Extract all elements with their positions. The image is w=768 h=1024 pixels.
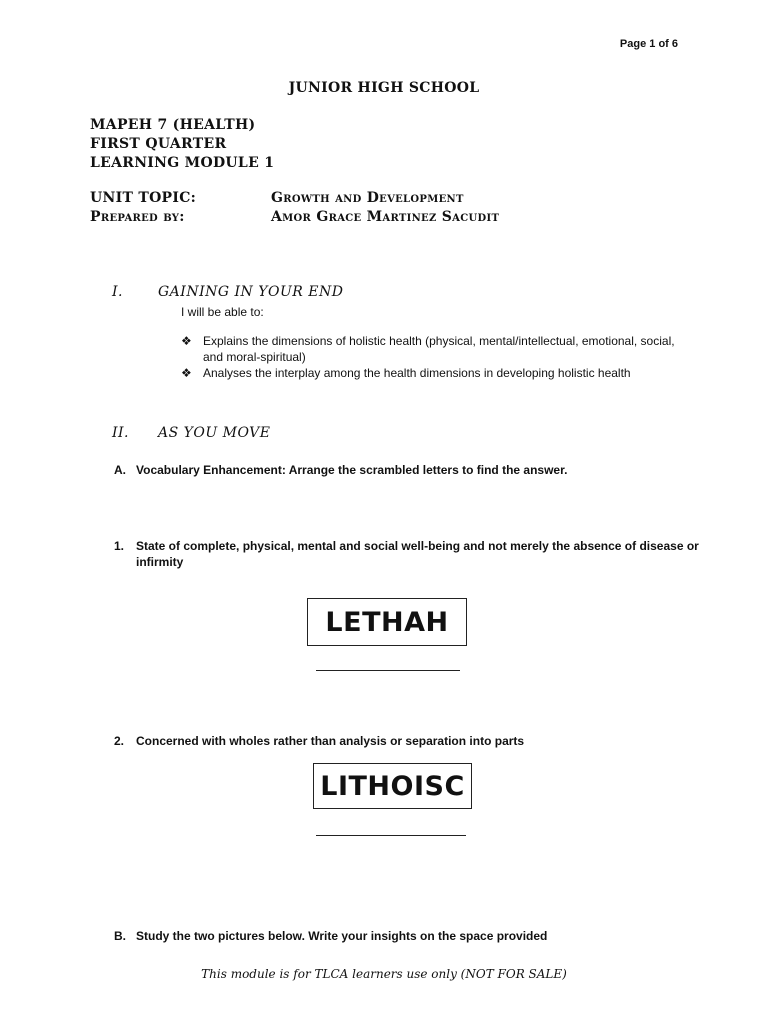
section-1-title: GAINING IN YOUR END <box>158 284 344 300</box>
prepared-by-label: Prepared by: <box>90 209 185 225</box>
objectives-intro: I will be able to: <box>181 305 264 319</box>
answer-line-1[interactable] <box>316 670 460 671</box>
prepared-by-row <box>90 208 499 227</box>
module-meta <box>90 189 499 227</box>
question-1-number: 1. <box>114 539 125 553</box>
objective-item <box>181 365 683 381</box>
prepared-by-value: Amor Grace Martinez Sacudit <box>271 209 500 225</box>
scrambled-word-box-1 <box>307 598 467 646</box>
unit-topic-label: UNIT TOPIC: <box>90 190 197 206</box>
scrambled-word-2: LITHOISC <box>320 770 465 802</box>
objective-item <box>181 333 683 365</box>
part-b-instruction <box>114 929 547 943</box>
part-b-text: Study the two pictures below. Write your insights on the space provided <box>136 929 548 943</box>
school-title: JUNIOR HIGH SCHOOL <box>288 80 480 96</box>
unit-topic-row <box>90 189 499 208</box>
part-b-label: B. <box>114 929 126 943</box>
question-1-text-continued: infirmity <box>136 555 184 569</box>
section-1-heading <box>112 284 343 300</box>
page-number: Page 1 of 6 <box>619 38 678 50</box>
part-a-instruction <box>114 463 567 477</box>
section-2-heading <box>112 425 271 441</box>
section-2-title: AS YOU MOVE <box>158 425 271 441</box>
header-subject: MAPEH 7 (HEALTH) <box>90 117 256 133</box>
objective-text: Explains the dimensions of holistic health (physical, mental/intellectual, emotional, social, and moral-spiritual) <box>203 334 675 364</box>
answer-line-2[interactable] <box>316 835 466 836</box>
question-2 <box>114 734 524 748</box>
module-header <box>90 116 274 173</box>
diamond-bullet-icon: ❖ <box>181 334 192 348</box>
footer-notice: This module is for TLCA learners use only (NOT FOR SALE) <box>201 967 567 981</box>
header-quarter: FIRST QUARTER <box>90 136 227 152</box>
section-2-number: II. <box>112 425 130 441</box>
part-a-text: Vocabulary Enhancement: Arrange the scrambled letters to find the answer. <box>136 463 568 477</box>
unit-topic-value: Growth and Development <box>271 190 464 206</box>
question-2-number: 2. <box>114 734 125 748</box>
question-1-text: State of complete, physical, mental and social well-being and not merely the absence of disease or <box>136 539 699 553</box>
diamond-bullet-icon: ❖ <box>181 366 192 380</box>
question-1 <box>114 538 699 570</box>
objective-text: Analyses the interplay among the health dimensions in developing holistic health <box>203 366 631 380</box>
question-2-text: Concerned with wholes rather than analysis or separation into parts <box>136 734 525 748</box>
part-a-label: A. <box>114 463 126 477</box>
scrambled-word-box-2 <box>313 763 472 809</box>
scrambled-word-1: LETHAH <box>325 606 449 638</box>
objectives-list <box>181 333 683 381</box>
header-module: LEARNING MODULE 1 <box>90 155 275 171</box>
section-1-number: I. <box>112 284 123 300</box>
